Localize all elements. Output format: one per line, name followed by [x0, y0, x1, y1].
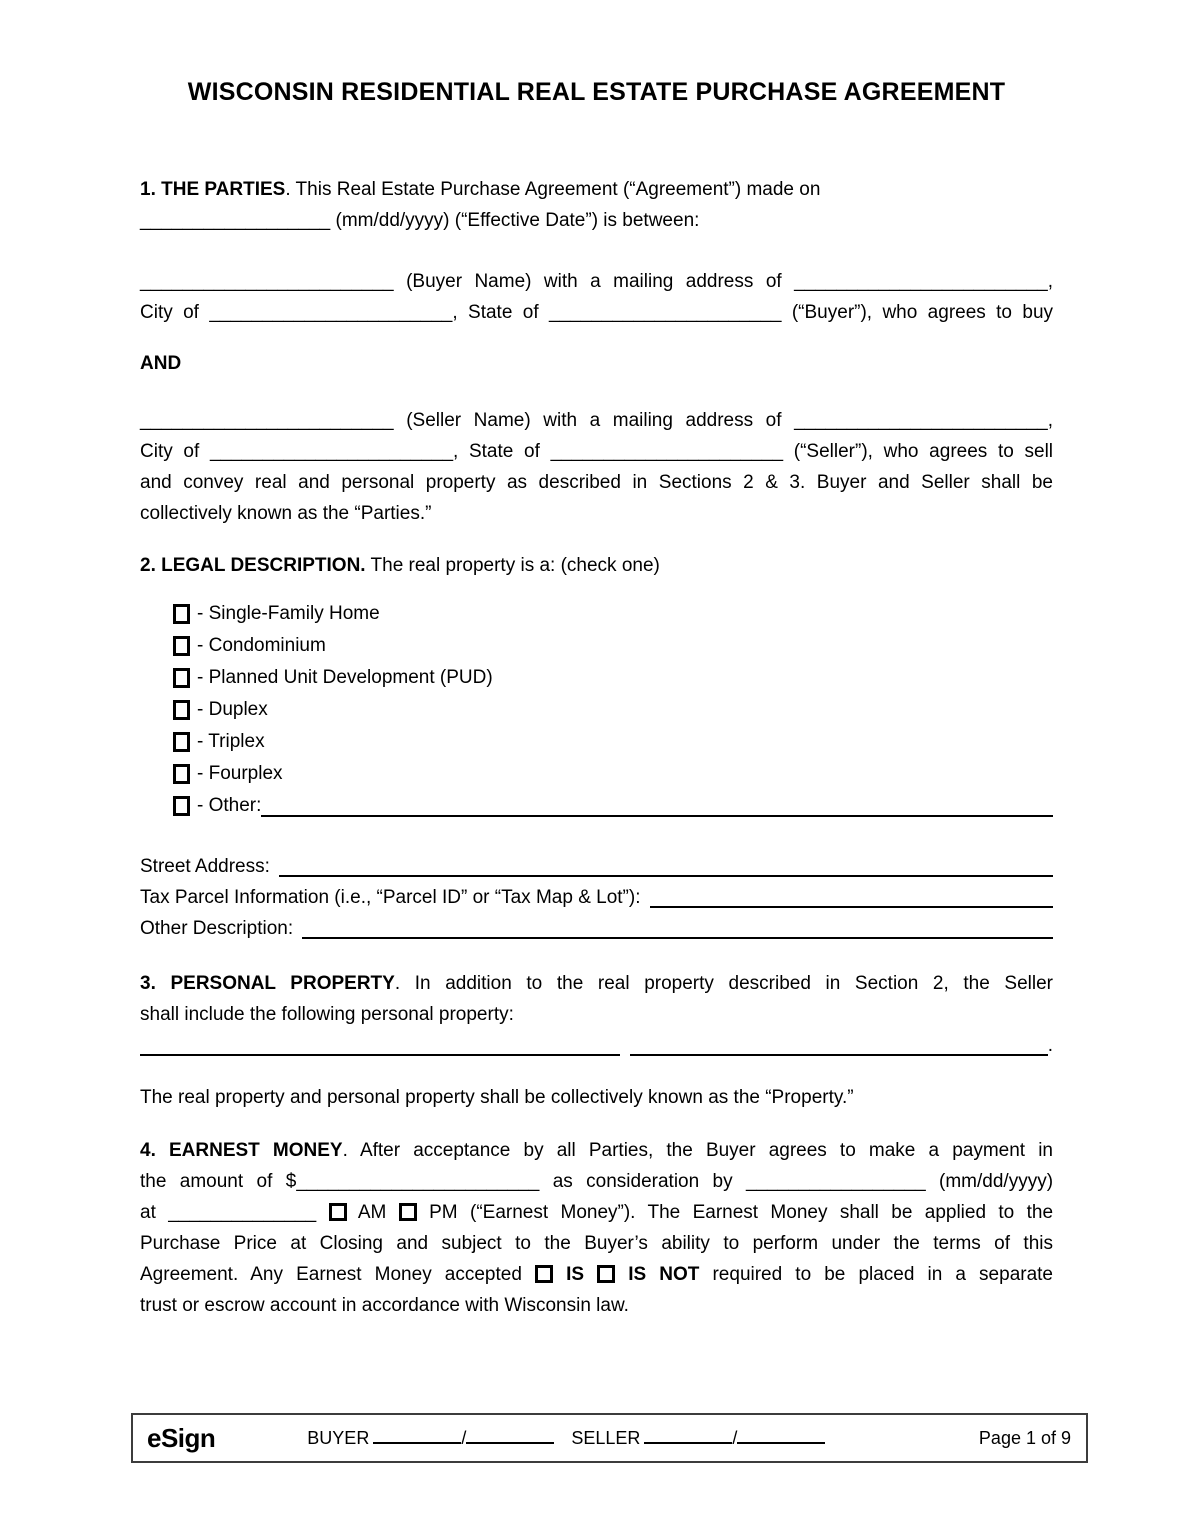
seller-line-4-text: collectively known as the “Parties.” — [140, 503, 432, 524]
seller-line-4 — [140, 498, 1053, 529]
earnest-line-4-text: Purchase Price at Closing and subject to the Buyer’s ability to perform under the terms of this — [140, 1233, 1053, 1254]
condominium-checkbox[interactable] — [173, 636, 190, 656]
buyer-line-1 — [140, 266, 1053, 297]
pm-checkbox[interactable] — [399, 1203, 417, 1221]
personal-property-blank-row — [140, 1030, 1053, 1061]
personal-property-line-2 — [140, 999, 1053, 1030]
fourplex-checkbox[interactable] — [173, 764, 190, 784]
personal-property-intro: . In addition to the real property described in Section 2, the Seller — [394, 973, 1054, 994]
earnest-accepted-text: Agreement. Any Earnest Money accepted — [140, 1264, 522, 1285]
buyer-line-2 — [140, 297, 1053, 328]
option-label: - Condominium — [197, 635, 326, 656]
page-footer — [131, 1413, 1088, 1463]
effective-date-text: (mm/dd/yyyy) (“Effective Date”) is between: — [335, 210, 700, 231]
page-number: Page 1 of 9 — [978, 1427, 1071, 1448]
and-label: AND — [140, 353, 182, 374]
earnest-line-3-text: (“Earnest Money”). The Earnest Money shall be applied to the — [470, 1202, 1054, 1223]
slash: / — [461, 1428, 467, 1448]
earnest-at-label: at — [140, 1202, 156, 1223]
is-not-label: IS NOT — [628, 1264, 700, 1285]
option-row-fourplex — [140, 758, 1053, 790]
buyer-paragraph — [140, 266, 1053, 328]
option-label: - Single-Family Home — [197, 603, 380, 624]
footer-initials-group — [307, 1427, 825, 1449]
buyer-initials-blank-2[interactable] — [466, 1427, 554, 1444]
is-label: IS — [566, 1264, 585, 1285]
section-earnest-heading: 4. EARNEST MONEY — [140, 1140, 343, 1161]
seller-line-2 — [140, 436, 1053, 467]
effective-date-blank[interactable]: __________________ — [140, 210, 331, 231]
option-row-duplex — [140, 694, 1053, 726]
seller-tail-text: (“Seller”), who agrees to sell — [793, 441, 1054, 462]
planned-unit-development-checkbox[interactable] — [173, 668, 190, 688]
single-family-home-checkbox[interactable] — [173, 604, 190, 624]
is-checkbox[interactable] — [535, 1265, 553, 1283]
section-legal-description — [140, 550, 1053, 581]
option-row-triplex — [140, 726, 1053, 758]
section-personal-property — [140, 968, 1053, 1030]
other-property-type-blank[interactable] — [261, 815, 1053, 817]
slash: / — [732, 1428, 738, 1448]
buyer-address-blank[interactable]: ________________________ — [794, 271, 1048, 292]
and-conjunction — [140, 348, 1053, 379]
am-label: AM — [357, 1202, 387, 1223]
seller-line-3-text: and convey real and personal property as described in Sections 2 & 3. Buyer and Seller shall be — [140, 472, 1053, 493]
comma: , — [1047, 410, 1053, 431]
seller-line-1 — [140, 405, 1053, 436]
tax-parcel-row — [140, 882, 1053, 913]
seller-initials-blank-1[interactable] — [644, 1427, 732, 1444]
personal-property-line-1 — [140, 968, 1053, 999]
buyer-initials-blank-1[interactable] — [373, 1427, 461, 1444]
property-definition-note — [140, 1082, 1053, 1113]
section-earnest-money — [140, 1135, 1053, 1321]
buyer-name-text: (Buyer Name) with a mailing address of — [406, 271, 782, 292]
page-title: WISCONSIN RESIDENTIAL REAL ESTATE PURCHASE AGREEMENT — [187, 78, 1006, 106]
seller-name-blank[interactable]: ________________________ — [140, 410, 394, 431]
property-address-block — [140, 851, 1053, 944]
section-parties-heading: 1. THE PARTIES — [140, 179, 286, 200]
document-content — [0, 76, 1194, 1321]
option-row-other — [140, 790, 1053, 822]
section-parties — [140, 174, 1053, 236]
earnest-amount-label: the amount of $ — [140, 1171, 297, 1192]
pm-label: PM — [429, 1202, 458, 1223]
section-personal-property-heading: 3. PERSONAL PROPERTY — [140, 973, 395, 994]
other-description-blank[interactable] — [302, 937, 1053, 939]
earnest-date-blank[interactable]: _________________ — [746, 1171, 926, 1192]
earnest-line-2 — [140, 1166, 1053, 1197]
seller-name-text: (Seller Name) with a mailing address of — [406, 410, 782, 431]
esign-logo: eSign — [147, 1422, 216, 1453]
earnest-line-6 — [140, 1290, 1053, 1321]
earnest-line-3 — [140, 1197, 1053, 1228]
seller-city-blank[interactable]: _______________________ — [209, 441, 454, 462]
buyer-tail-text: (“Buyer”), who agrees to buy — [791, 302, 1054, 323]
seller-city-label: City of — [140, 441, 200, 462]
earnest-line-5-text: required to be placed in a separate — [712, 1264, 1053, 1285]
other-description-row — [140, 913, 1053, 944]
buyer-city-label: City of — [140, 302, 199, 323]
tax-parcel-blank[interactable] — [650, 906, 1054, 908]
triplex-checkbox[interactable] — [173, 732, 190, 752]
legal-heading-rest: The real property is a: (check one) — [370, 555, 660, 576]
option-label: - Fourplex — [197, 763, 283, 784]
earnest-intro: . After acceptance by all Parties, the Buyer agrees to make a payment in — [342, 1140, 1053, 1161]
property-definition-text: The real property and personal property shall be collectively known as the “Property.” — [140, 1087, 854, 1108]
am-checkbox[interactable] — [329, 1203, 347, 1221]
earnest-date-format: (mm/dd/yyyy) — [939, 1171, 1054, 1192]
option-label: - Other: — [197, 795, 262, 816]
footer-seller-label: SELLER — [571, 1428, 641, 1448]
buyer-city-blank[interactable]: _______________________ — [209, 302, 453, 323]
earnest-line-1 — [140, 1135, 1053, 1166]
seller-line-3 — [140, 467, 1053, 498]
option-row-single-family — [140, 598, 1053, 630]
option-row-condominium — [140, 630, 1053, 662]
option-label: - Planned Unit Development (PUD) — [197, 667, 493, 688]
earnest-consideration-text: as consideration by — [552, 1171, 733, 1192]
option-row-pud — [140, 662, 1053, 694]
buyer-name-blank[interactable]: ________________________ — [140, 271, 394, 292]
seller-state-label: , State of — [453, 441, 540, 462]
tax-parcel-label: Tax Parcel Information (i.e., “Parcel ID” or “Tax Map & Lot”): — [140, 886, 641, 908]
parties-line-2 — [140, 205, 1053, 236]
option-label: - Duplex — [197, 699, 268, 720]
earnest-line-4 — [140, 1228, 1053, 1259]
earnest-line-6-text: trust or escrow account in accordance with Wisconsin law. — [140, 1295, 629, 1316]
buyer-state-blank[interactable]: ______________________ — [549, 302, 782, 323]
earnest-line-5 — [140, 1259, 1053, 1290]
personal-property-blank-1[interactable] — [140, 1054, 620, 1056]
option-label: - Triplex — [197, 731, 265, 752]
street-address-row — [140, 851, 1053, 882]
parties-line-1 — [140, 174, 1053, 205]
earnest-time-blank[interactable]: ______________ — [168, 1202, 317, 1223]
seller-state-blank[interactable]: ______________________ — [550, 441, 784, 462]
other-description-label: Other Description: — [140, 917, 294, 939]
comma: , — [1047, 271, 1054, 292]
personal-property-line-2-text: shall include the following personal property: — [140, 1004, 514, 1025]
personal-property-blank-2[interactable] — [630, 1054, 1048, 1056]
seller-paragraph — [140, 405, 1053, 529]
street-address-blank[interactable] — [279, 875, 1053, 877]
earnest-amount-blank[interactable]: _______________________ — [296, 1171, 540, 1192]
buyer-state-label: , State of — [452, 302, 539, 323]
seller-address-blank[interactable]: ________________________ — [794, 410, 1048, 431]
duplex-checkbox[interactable] — [173, 700, 190, 720]
is-not-checkbox[interactable] — [597, 1265, 615, 1283]
seller-initials-blank-2[interactable] — [737, 1427, 825, 1444]
section-legal-heading: 2. LEGAL DESCRIPTION. — [140, 555, 366, 576]
legal-description-options — [140, 598, 1053, 822]
period: . — [1047, 1035, 1053, 1056]
footer-buyer-label: BUYER — [307, 1428, 370, 1448]
parties-intro-text: . This Real Estate Purchase Agreement (“Agreement”) made on — [285, 179, 821, 200]
other-checkbox[interactable] — [173, 796, 190, 816]
street-address-label: Street Address: — [140, 855, 270, 877]
